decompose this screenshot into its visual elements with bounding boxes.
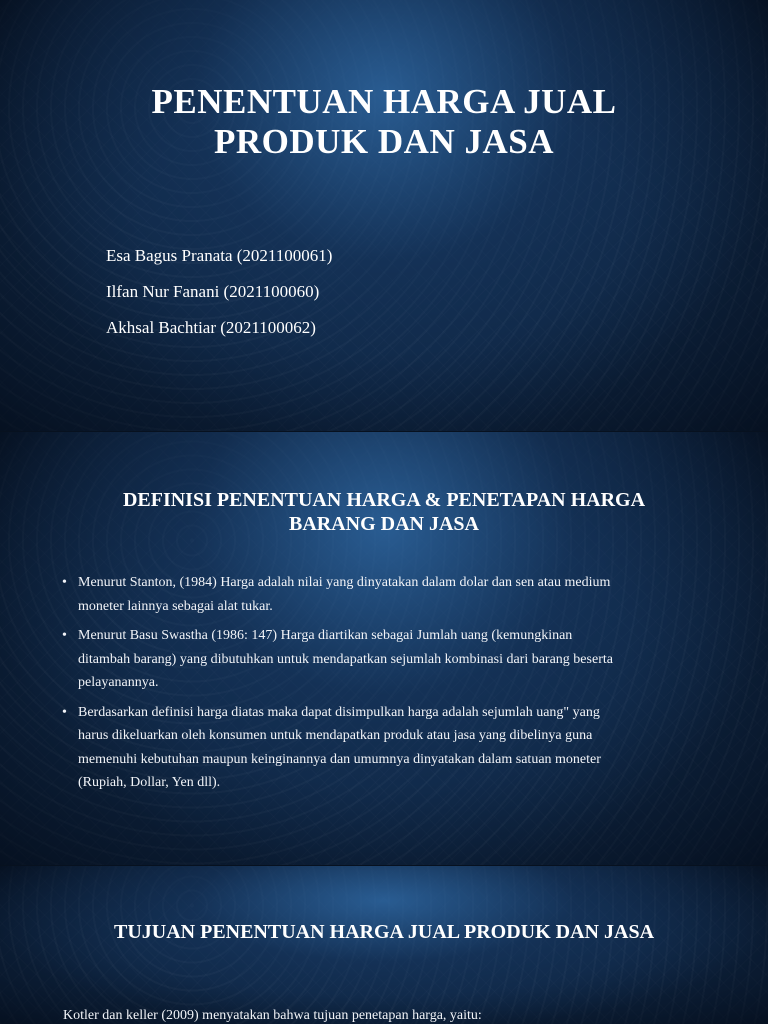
bullet-line: pelayanannya. [78,675,159,690]
definition-heading-line-2: BARANG DAN JASA [288,513,479,535]
bullet-item [62,624,702,695]
definition-heading [60,488,708,536]
author-item: Ilfan Nur Fanani (2021100060) [106,282,320,301]
bullet-line: Menurut Stanton, (1984) Harga adalah nilai yang dinyatakan dalam dolar dan sen atau medium [78,575,611,590]
definition-bullet-list [62,571,702,801]
bullet-item [62,701,702,795]
bullet-line: ditambah barang) yang dibutuhkan untuk mendapatkan sejumlah kombinasi dari barang beserta [78,651,613,667]
bullet-icon: • [62,575,67,590]
title-line-1: PENENTUAN HARGA JUAL [151,82,617,121]
bullet-line: harus dikeluarkan oleh konsumen untuk mendapatkan produk atau jasa yang dibelinya guna [78,728,593,743]
slide-definition[interactable] [0,432,768,866]
bullet-line: (Rupiah, Dollar, Yen dll). [78,775,221,790]
author-list [106,246,332,354]
purpose-body-text: Kotler dan keller (2009) menyatakan bahwa tujuan penetapan harga, yaitu: [63,1008,482,1023]
bullet-icon: • [62,704,67,720]
purpose-heading: TUJUAN PENENTUAN HARGA JUAL PRODUK DAN JASA [113,921,655,943]
title-line-2: PRODUK DAN JASA [214,122,554,161]
bullet-line: memenuhi kebutuhan maupun keinginannya dan umumnya dinyatakan dalam satuan moneter [78,751,601,767]
bullet-item [62,571,702,618]
slide-title-heading [0,82,768,162]
bullet-line: moneter lainnya sebagai alat tukar. [78,598,273,614]
bullet-line: Berdasarkan definisi harga diatas maka dapat disimpulkan harga adalah sejumlah uang" yang [78,704,600,720]
bullet-icon: • [62,628,67,643]
author-item: Esa Bagus Pranata (2021100061) [106,246,333,265]
bullet-line: Menurut Basu Swastha (1986: 147) Harga diartikan sebagai Jumlah uang (kemungkinan [78,628,573,643]
definition-heading-line-1: DEFINISI PENENTUAN HARGA & PENETAPAN HARGA [122,489,646,511]
slide-purpose[interactable] [0,866,768,1024]
slide-title[interactable] [0,0,768,432]
author-item: Akhsal Bachtiar (2021100062) [106,318,316,337]
